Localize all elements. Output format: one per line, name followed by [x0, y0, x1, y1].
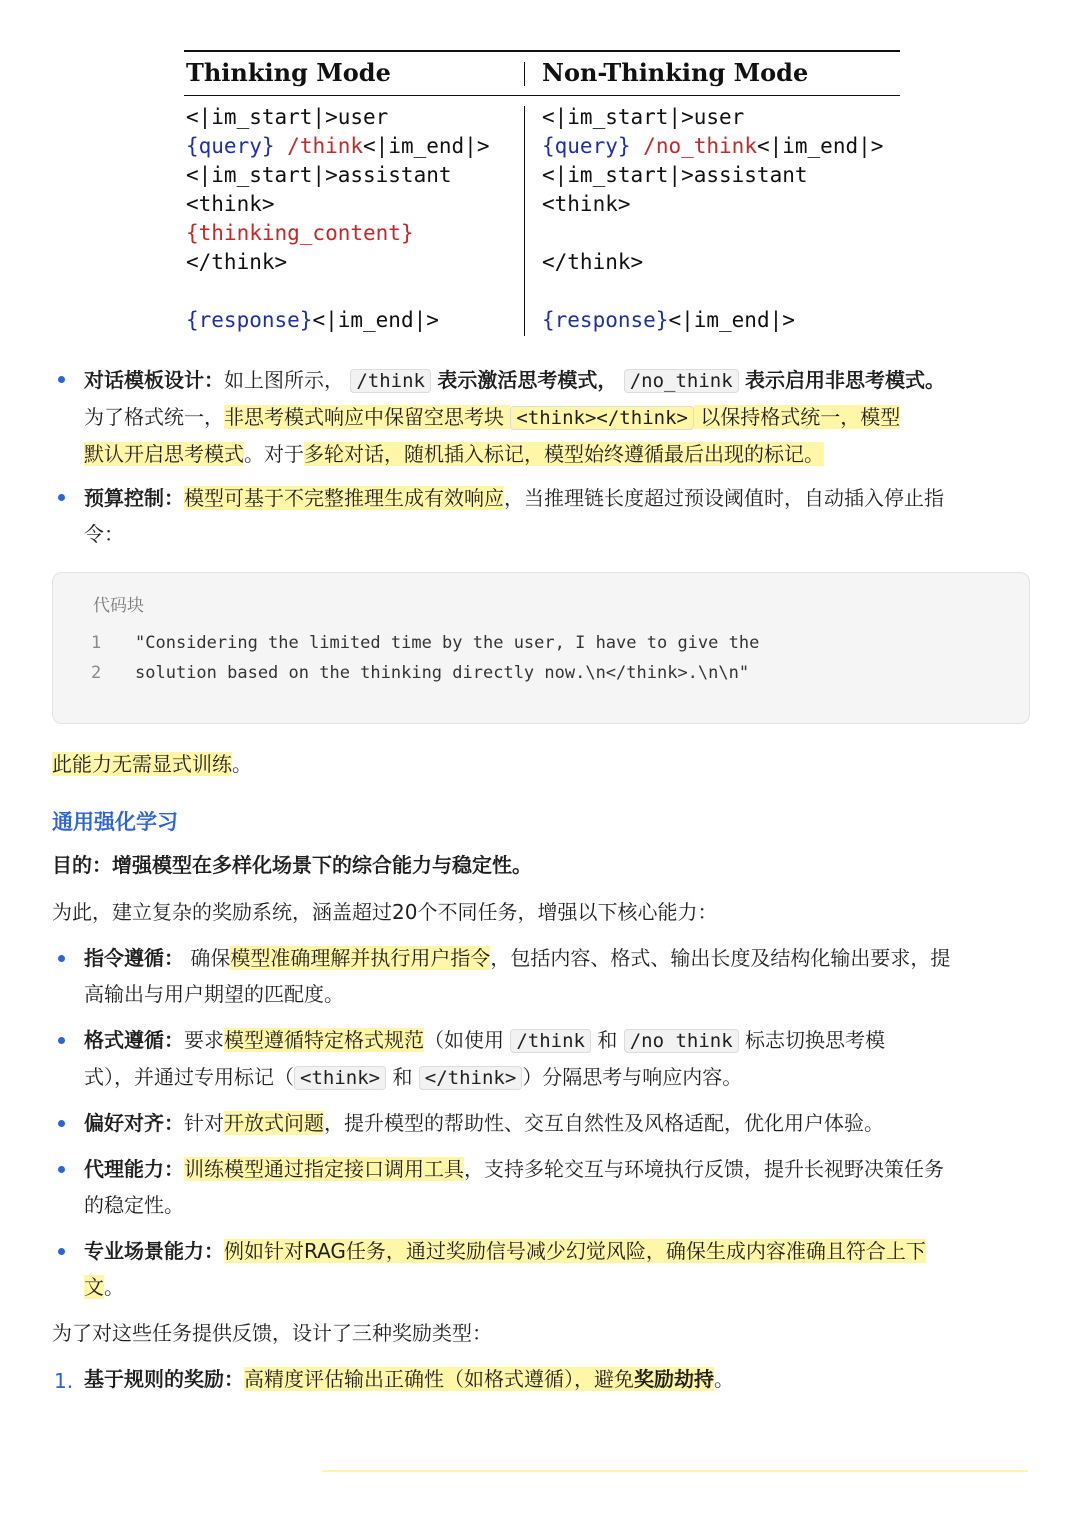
highlight: 训练模型通过指定接口调用工具 — [184, 1157, 464, 1181]
bullet-dot — [58, 1248, 65, 1255]
item-domain-scenarios: 专业场景能力：例如针对RAG任务，通过奖励信号减少幻觉风险，确保生成内容准确且符合上下 文。 — [84, 1239, 926, 1299]
line-number: 1 — [91, 633, 102, 653]
bullet-dot — [58, 494, 65, 501]
inline-code-think-close: </think> — [419, 1066, 523, 1090]
bullet-label: 专业场景能力： — [84, 1239, 224, 1263]
highlight: 默认开启思考模式 — [84, 442, 244, 466]
highlight: 高精度评估输出正确性（如格式遵循），避免 — [244, 1367, 634, 1391]
inline-code-think: /think — [350, 369, 431, 393]
code-line[interactable]: "Considering the limited time by the user, I have to give the — [135, 633, 760, 653]
code-line[interactable]: solution based on the thinking directly now.\n</think>.\n\n" — [135, 663, 750, 683]
inline-code-no-think: /no think — [624, 1029, 739, 1053]
section-goal: 目的：增强模型在多样化场景下的综合能力与稳定性。 — [52, 853, 532, 877]
reward-rule-based: 基于规则的奖励：高精度评估输出正确性（如格式遵循），避免奖励劫持。 — [84, 1367, 734, 1391]
inline-code-no-think: /no_think — [624, 369, 739, 393]
no-training-note: 此能力无需显式训练。 — [52, 752, 252, 776]
bullet-dot — [58, 376, 65, 383]
table-top-rule — [184, 50, 900, 52]
bullet-label: 预算控制： — [84, 486, 184, 510]
highlight: 例如针对RAG任务，通过奖励信号减少幻觉风险，确保生成内容准确且符合上下 — [224, 1239, 926, 1263]
bullet-budget-control: 预算控制：模型可基于不完整推理生成有效响应，当推理链长度超过预设阈值时，自动插入停止指 令： — [84, 486, 944, 546]
bullet-label: 对话模板设计： — [84, 368, 224, 392]
chat-template-table — [184, 50, 900, 342]
thinking-mode-header: Thinking Mode — [186, 58, 391, 87]
item-preference-alignment: 偏好对齐：针对开放式问题，提升模型的帮助性、交互自然性及风格适配，优化用户体验。 — [84, 1111, 884, 1135]
highlight: 模型准确理解并执行用户指令 — [230, 946, 491, 970]
inline-code-think-open: <think> — [294, 1066, 386, 1090]
bullet-dot — [58, 1037, 65, 1044]
list-number: 1. — [54, 1369, 74, 1393]
table-mid-rule — [184, 95, 900, 96]
code-block — [52, 572, 1030, 724]
bullet-label: 代理能力： — [84, 1157, 184, 1181]
section-intro: 为此，建立复杂的奖励系统，涵盖超过20个不同任务，增强以下核心能力： — [52, 900, 718, 924]
inline-code-think: /think — [510, 1029, 591, 1053]
nonthinking-mode-header: Non-Thinking Mode — [542, 58, 809, 87]
highlight: 非思考模式响应中保留空思考块 — [224, 405, 504, 429]
line-number: 2 — [91, 663, 102, 683]
bullet-label: 基于规则的奖励： — [84, 1367, 244, 1391]
nonthinking-template-code: <|im_start|>user {query} /no_think<|im_end|> <|im_start|>assistant <think> </think> {response}<|im_end|> — [542, 105, 884, 332]
highlight: 文 — [84, 1275, 104, 1299]
table-header-divider — [524, 62, 525, 86]
item-instruction-following: 指令遵循： 确保模型准确理解并执行用户指令，包括内容、格式、输出长度及结构化输出要求，提 高输出与用户期望的匹配度。 — [84, 946, 951, 1006]
highlight: 开放式问题 — [224, 1111, 324, 1135]
highlight: 以保持格式统一，模型 — [700, 405, 901, 429]
item-agent-capability: 代理能力：训练模型通过指定接口调用工具，支持多轮交互与环境执行反馈，提升长视野决策任务 的稳定性。 — [84, 1157, 944, 1217]
table-column-divider — [524, 106, 525, 336]
bullet-template-design: 对话模板设计：如上图所示， /think 表示激活思考模式， /no_think 表示启用非思考模式。 为了格式统一，非思考模式响应中保留空思考块 <think></think> 以保持格式统一，模型 默认开启思考模式。对于多轮对话，随机插入标记，模型始终遵循最后出现的标记。 — [84, 368, 946, 466]
highlight: 模型遵循特定格式规范 — [224, 1028, 424, 1052]
highlight: 此能力无需显式训练 — [52, 752, 232, 776]
bullet-label: 格式遵循： — [84, 1028, 184, 1052]
bullet-label: 偏好对齐： — [84, 1111, 184, 1135]
highlight: 模型可基于不完整推理生成有效响应 — [184, 486, 504, 510]
bottom-highlight-rule — [322, 1470, 1028, 1472]
bullet-label: 指令遵循： — [84, 946, 184, 970]
bullet-dot — [58, 1120, 65, 1127]
bullet-dot — [58, 1166, 65, 1173]
inline-code-think-block: <think></think> — [510, 406, 694, 430]
item-format-following: 格式遵循：要求模型遵循特定格式规范（如使用 /think 和 /no think 标志切换思考模 式），并通过专用标记（ <think> 和 </think> ）分隔思考与响应内容。 — [84, 1028, 886, 1089]
highlight: 奖励劫持 — [634, 1367, 714, 1391]
section-title: 通用强化学习 — [52, 810, 178, 834]
thinking-template-code: <|im_start|>user {query} /think<|im_end|> <|im_start|>assistant <think> {thinking_content} </think> {response}<|im_end|> — [186, 105, 490, 332]
code-block-caption: 代码块 — [93, 596, 144, 616]
highlight: 多轮对话，随机插入标记，模型始终遵循最后出现的标记。 — [304, 442, 824, 466]
reward-intro: 为了对这些任务提供反馈，设计了三种奖励类型： — [52, 1321, 492, 1345]
bullet-dot — [58, 955, 65, 962]
